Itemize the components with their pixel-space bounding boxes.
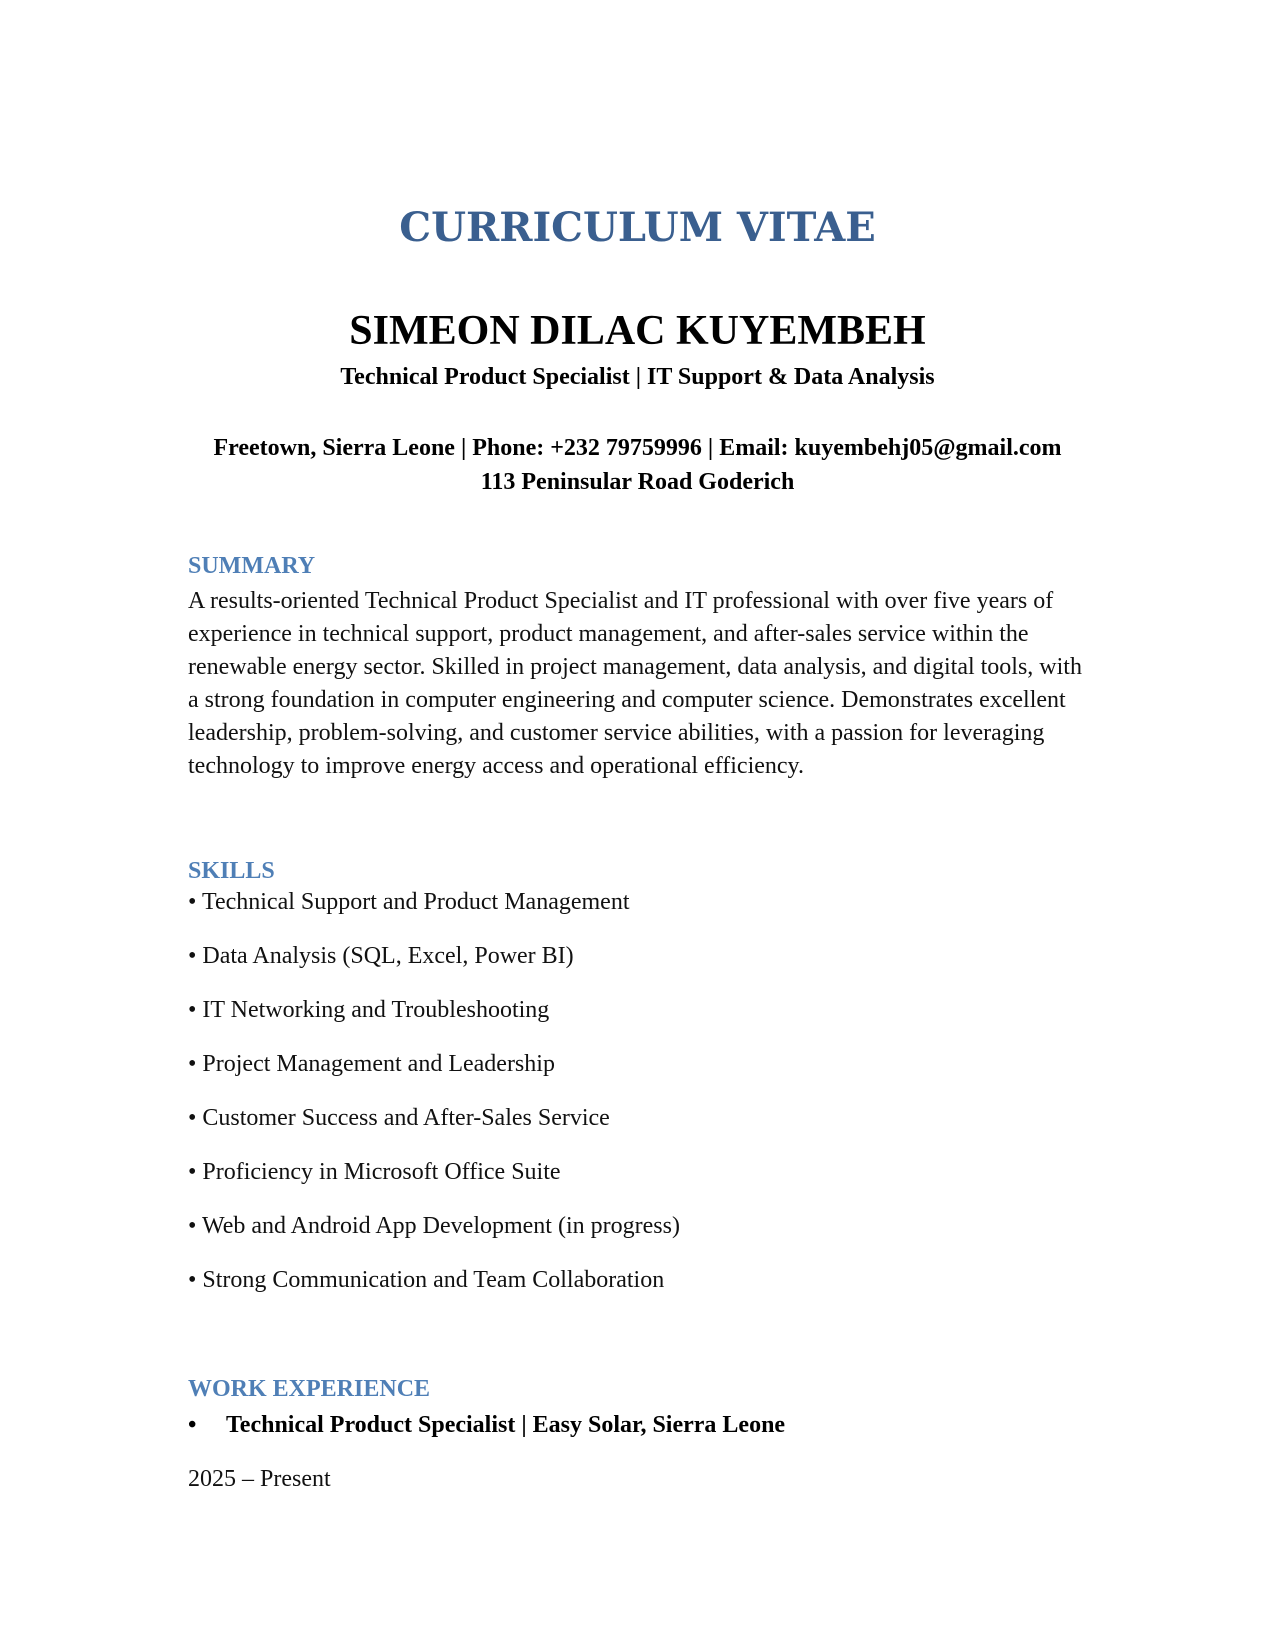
candidate-subtitle: Technical Product Specialist | IT Support & Data Analysis [340,364,935,390]
skill-item: • Strong Communication and Team Collaboration [188,1267,665,1293]
skills-list [188,888,680,1320]
summary-heading: SUMMARY [188,553,316,579]
skill-item: • Project Management and Leadership [188,1051,555,1077]
summary-text: A results-oriented Technical Product Specialist and IT professional with over five years of experience in technical support, product management, and after-sales service within the renewable energy sector. Skilled in project management, data analysis, and digital tools, with a strong foundation in computer engineering and computer science. Demonstrates excellent leadership, problem-solving, and customer service abilities, with a passion for leveraging technology to improve energy access and operational efficiency. [188,588,1082,779]
contact-block [0,431,1275,499]
contact-line: Freetown, Sierra Leone | Phone: +232 79759996 | Email: kuyembehj05@gmail.com [213,435,1062,461]
skills-heading: SKILLS [188,858,275,884]
work-experience-heading: WORK EXPERIENCE [188,1376,431,1402]
job-dates: 2025 – Present [188,1466,331,1492]
job-title-line [188,1411,785,1439]
skill-item: • Proficiency in Microsoft Office Suite [188,1159,561,1185]
candidate-name: SIMEON DILAC KUYEMBEH [349,308,926,354]
bullet-icon: • [188,1412,197,1438]
job-title: Technical Product Specialist | Easy Solar, Sierra Leone [226,1412,786,1438]
skill-item: • Web and Android App Development (in progress) [188,1213,680,1239]
skill-item: • IT Networking and Troubleshooting [188,997,550,1023]
cv-title: CURRICULUM VITAE [399,204,876,251]
skill-item: • Customer Success and After-Sales Service [188,1105,610,1131]
skill-item: • Data Analysis (SQL, Excel, Power BI) [188,943,574,969]
address-line: 113 Peninsular Road Goderich [480,469,795,495]
skill-item: • Technical Support and Product Management [188,889,630,915]
